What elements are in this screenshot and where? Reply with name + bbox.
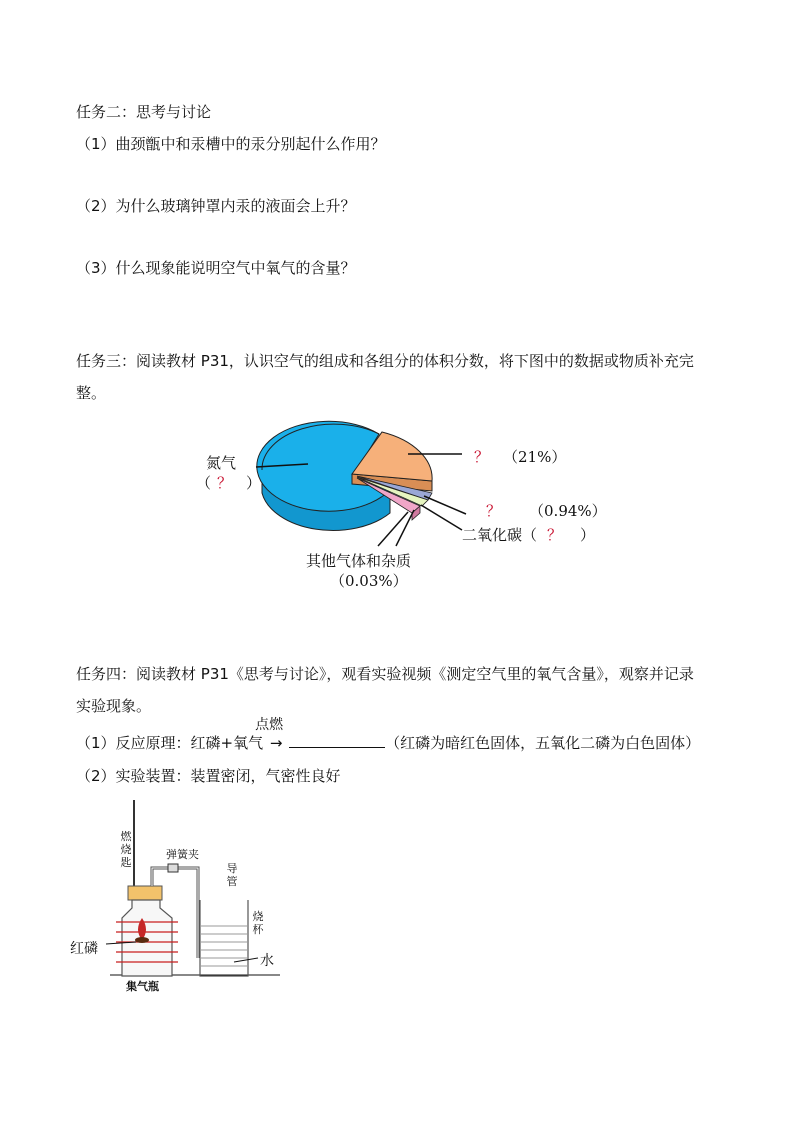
oxygen-value: （21%）	[503, 448, 567, 466]
beaker-water	[201, 926, 247, 966]
water-pointer	[234, 958, 258, 962]
rare-gas-name-blank: ？	[486, 502, 502, 520]
other-gas-label: 其他气体和杂质	[306, 552, 412, 570]
label-gas-bottle: 集气瓶	[126, 980, 159, 993]
reaction-arrow-group	[255, 717, 289, 753]
reaction-arrow: →	[269, 734, 283, 752]
reaction-prefix: （1）反应原理：红磷+氧气	[76, 734, 264, 752]
nitrogen-value	[196, 472, 261, 493]
nitrogen-label: 氮气	[206, 454, 237, 472]
task4-reaction-line	[76, 717, 701, 753]
oxygen-name-blank: ？	[474, 448, 490, 466]
label-red-phosphorus: 红磷	[70, 941, 98, 957]
beaker	[200, 900, 248, 976]
spoon-cup	[135, 937, 149, 943]
task2-question-2: （2）为什么玻璃钟罩内汞的液面会上升？	[76, 197, 356, 215]
co2-name: 二氧化碳（	[462, 526, 538, 544]
reaction-product-blank[interactable]	[289, 733, 385, 748]
reaction-note: （红磷为暗红色固体，五氧化二磷为白色固体）	[385, 734, 701, 752]
rare-gas-label	[486, 500, 607, 521]
task2-question-1: （1）曲颈甑中和汞槽中的汞分别起什么作用？	[76, 135, 386, 153]
label-spring-clamp: 弹簧夹	[166, 848, 199, 861]
nitrogen-value-blank: ？	[217, 474, 233, 492]
rare-gas-value: （0.94%）	[529, 502, 607, 520]
reaction-condition: 点燃	[255, 717, 284, 733]
co2-value-blank: ？	[547, 526, 563, 544]
oxygen-label	[474, 446, 566, 467]
co2-close: ）	[580, 526, 596, 544]
label-water: 水	[260, 953, 274, 969]
task4-instruction-line2: 实验现象。	[76, 697, 152, 715]
leader-line-co2	[421, 505, 462, 530]
other-gas-value: （0.03%）	[330, 572, 408, 590]
label-tube: 导管	[226, 862, 238, 888]
task3-instruction-line1: 任务三：阅读教材 P31，认识空气的组成和各组分的体积分数，将下图中的数据或物质补充完	[76, 352, 694, 370]
nitrogen-value-open: （	[196, 474, 212, 492]
task2-title: 任务二：思考与讨论	[76, 103, 212, 121]
label-beaker: 烧杯	[252, 910, 264, 936]
nitrogen-value-close: ）	[246, 474, 262, 492]
rubber-stopper	[128, 886, 162, 900]
apparatus-diagram	[70, 800, 290, 990]
co2-label	[462, 524, 595, 545]
task2-question-3: （3）什么现象能说明空气中氧气的含量？	[76, 259, 356, 277]
label-combustion-spoon: 燃烧匙	[120, 830, 132, 869]
spring-clamp	[168, 864, 178, 872]
task4-instruction-line1: 任务四：阅读教材 P31《思考与讨论》，观看实验视频《测定空气里的氧气含量》，观察并记录	[76, 665, 694, 683]
task4-apparatus: （2）实验装置：装置密闭，气密性良好	[76, 767, 341, 785]
task3-instruction-line2: 整。	[76, 384, 107, 402]
